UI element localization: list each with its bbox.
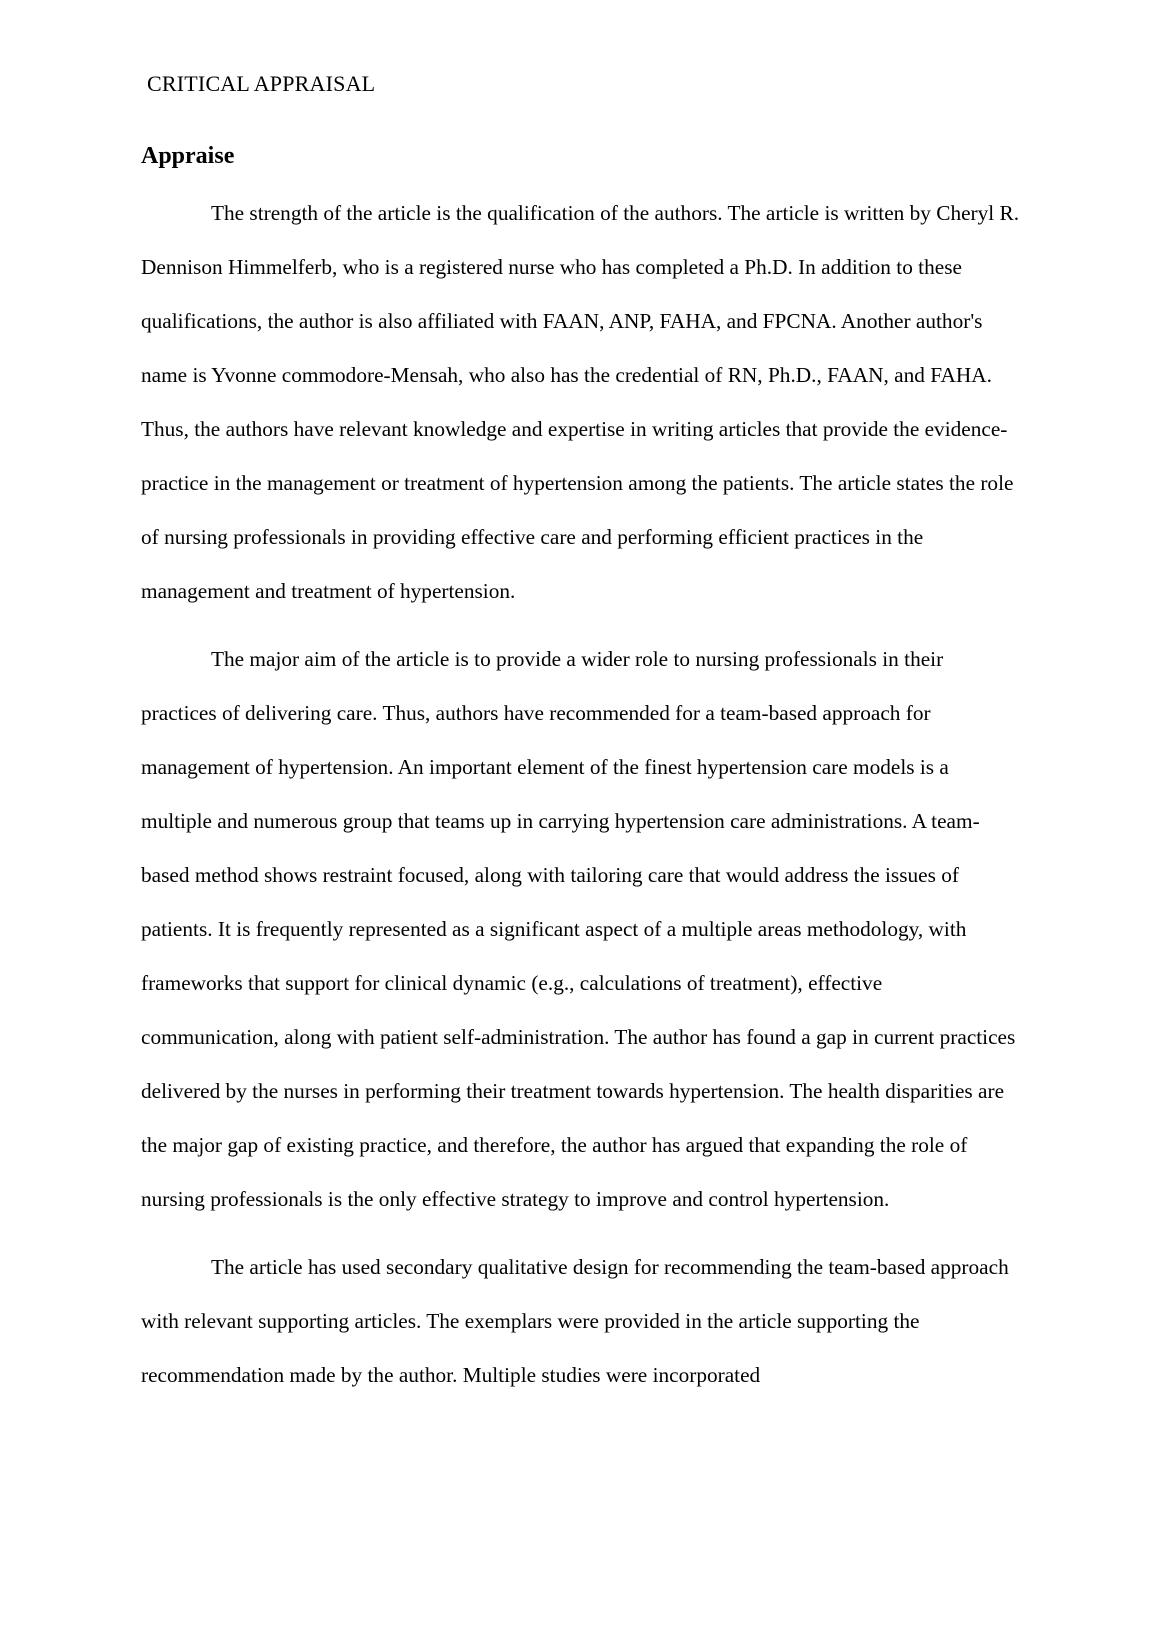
- document-body: [141, 138, 1021, 1402]
- paragraph-article-aim: The major aim of the article is to provide a wider role to nursing professionals in their practices of delivering care. Thus, authors have recommended for a team-based approach for management of hypertension. An important element of the finest hypertension care models is a multiple and numerous group that teams up in carrying hypertension care administrations. A team-based method shows restraint focused, along with tailoring care that would address the issues of patients. It is frequently represented as a significant aspect of a multiple areas methodology, with frameworks that support for clinical dynamic (e.g., calculations of treatment), effective communication, along with patient self-administration. The author has found a gap in current practices delivered by the nurses in performing their treatment towards hypertension. The health disparities are the major gap of existing practice, and therefore, the author has argued that expanding the role of nursing professionals is the only effective strategy to improve and control hypertension.: [141, 647, 1016, 1211]
- paragraph-study-design: The article has used secondary qualitative design for recommending the team-based approach with relevant supporting articles. The exemplars were provided in the article supporting the recommendation made by the author. Multiple studies were incorporated: [141, 1255, 1009, 1387]
- running-head: CRITICAL APPRAISAL: [147, 71, 376, 96]
- paragraph-author-qualifications: The strength of the article is the qualification of the authors. The article is written by Cheryl R. Dennison Himmelferb, who is a registered nurse who has completed a Ph.D. In addition to these qualifications, the author is also affiliated with FAAN, ANP, FAHA, and FPCNA. Another author's name is Yvonne commodore-Mensah, who also has the credential of RN, Ph.D., FAAN, and FAHA. Thus, the authors have relevant knowledge and expertise in writing articles that provide the evidence-practice in the management or treatment of hypertension among the patients. The article states the role of nursing professionals in providing effective care and performing efficient practices in the management and treatment of hypertension.: [141, 201, 1020, 603]
- section-heading: Appraise: [141, 143, 235, 169]
